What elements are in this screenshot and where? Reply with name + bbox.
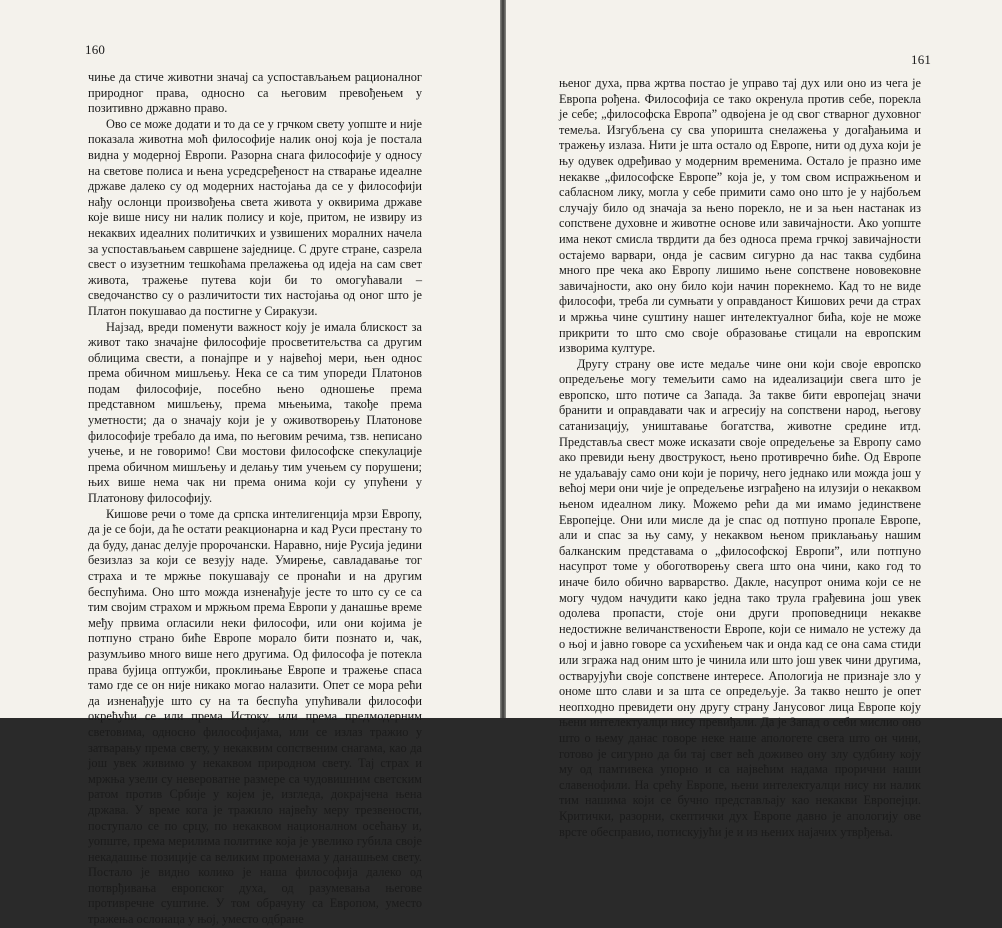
page-body	[559, 76, 921, 840]
paragraph: Ово се може додати и то да се у грчком свету уопште и није показала животна моћ философије налик оној која је постала видна у модерној Европи. Разорна снага философије у односу на светове полиса и њена усредсређеност на стварање идеалне државе далеко су од модерних настојања да се у философији нађу ослонци произвођења света живота у оквирима државе које више нису ни налик полису и које, притом, не извиру из некаквих идеалних политичких и узвишених моралних начела за успостављањем савршене заједнице. С друге стране, сазрела свест о изузетним тешкоћама прелажења од идеја на сам свет живота, тражење путева који би то омогућавали – сведочанство су о различитости тих настојања од оног што је Платон покушавао да постигне у Сиракузи.	[88, 116, 422, 318]
page-body	[88, 70, 422, 928]
paragraph: Кишове речи о томе да српска интелигенција мрзи Европу, да је се боји, да ће остати реакционарна и кад Руси престану то да буду, данас делује пророчански. Наравно, није Русија једини безизлаз за који се везују наде. Умирење, савладавање тог страха и те мржње покушавају се пронаћи и на другим беспућима. Оно што можда изненађује јесте то што су се са тим својим страхом и мржњом према Европи у данашње време међу првима огласили неки философи, или они којима је потпуно страно биће Европе морало бити познато и, чак, разумљиво много више него другима. Од философа је потекла права бујица оптужби, проклињање Европе и тражење спаса тамо где се он није никако могао налазити. Опет се мора рећи да изненађује што су на та беспућа упућивали философи окрећући се или према Истоку, или према предмодерним световима, односно философијама, или се излаз тражио у затварању према свету, у некаквим сопственим снагама, као да још увек живимо у некаквом природном свету. Тај страх и мржња узели су невероватне размере са чудовишним светским ратом против Србије у којем је, изгледа, докрајчена њена држава. У време кога је тражило највећу меру трезвености, поступало се по срцу, по некаквом националном осећању и, уопште, према мерилима политике која је увелико губила своје некадашње позиције са великим променама у данашњем свету. Постало је видно колико је наша философија далеко од потврђивања европског духа, од разумевања његове противречне суштине. У том обрачуну са Европом, уместо тражења ослонаца у њој, уместо одбране	[88, 506, 422, 927]
page-number: 160	[85, 42, 106, 57]
right-page	[506, 0, 1002, 839]
paragraph: Другу страну ове исте медаље чине они који своје европско опредељење могу темељити само на идеализацији свега што је европско, што потиче са Запада. За такве бити европејац значи бранити и оправдавати чак и агресију на сопствени народ, његову сатанизацију, уништавање богатства, животне средине итд. Предстaвља свест може исказати своје опредељење за Европу само ако превиди њену двострукост, њено противречно биће. Од Европе не удаљавају само они који је поричу, него једнако или можда још у већој мери они чије је опредељење изграђено на илузији о некаквом њеном идеалном лику. Можемо рећи да ми имамо јединствене Европејце. Они или мисле да је спас од потпуно пропале Европе, али и спас за њу саму, у некаквом њеном приклањању нашим балканским представама о „философској Европи”, или потпуно насупрот томе у обоготворењу свега што она чини, како год то иначе било обично варварство. Дакле, насупрот онима који се не могу чудом начудити како једна тако трула грађевина још увек одолева пропасти, стоје они други проповедници некакве недостижне величанствености Европе, који се нимало не устежу да о њој и јавно говоре са усхићењем чак и онда кад се она сама стиди или згража над оним што је чинила или што још увек чини другима, остварујући своје сопствене интересе. Апологија не признаје зло у ономе што слави и за шта се опредељује. За такво нешто је опет неопходно превидети ону другу страну Јанусовог лица Европе коју њени интелектуалци нису превиђали. Да је Запад о себи мислио оно што о њему данас говоре неке наше апологете свега што он чини, готово је сигурно да би тај свет већ доживео ону злу судбину коју му од памтивека упорно и са највећим надама прорични наши славенофили. На срећу Европе, њени интелектуалци нису ни налик тим нашима који се бучно представљају као некакви Европејци. Критички, разорни, скептички дух Европе давно је апологију ове врсте обесправио, потискујући је и из њених најачих утврђења.	[559, 356, 921, 839]
paragraph: њеног духа, прва жртва постао је управо тај дух или оно из чега је Европа рођена. Философија се тако окренула против себе, порекла је себе; „философска Европа” одвојена је од свог стварног духовног темеља. Изгубљена су сва упоришта снелажења у догађањима и тражењу излаза. Нити је шта остало од Европе, нити од духа који је њу одувек одређивао у модерним временима. Остало је празно име некакве „философске Европе” која је, у том свом испражњеном и сабласном лику, могла у себе примити само оно што је у најбољем случају било од значаја за њено порекло, не и за њен настанак из сопствене духовне и животне основе или завичајности. Ако уопште има некот смисла тврдити да без односа према грчкој завичајности остајемо варвари, онда је сасвим сигурно да нас таква судбина много пре чека ако Европу лишимо њене сопствене нововековне завичајности, ако ону било који начин порекнемо. Кад то не виде философи, треба ли сумњати у оправданост Кишових речи да страх и мржња чине суштину нашег интелектуалног бића, које не може прикрити то што смо своје образовање стицали на европским изворима културе.	[559, 76, 921, 356]
left-page	[0, 0, 500, 927]
page-number: 161	[911, 52, 932, 67]
paragraph: чиње да стиче животни значај са успостављањем рационалног природног права, односно са његовим превођењем у позитивно државно право.	[88, 70, 422, 116]
paragraph: Најзад, вреди поменути важност коју је имала блискост за живот тако значајне философије просветитељства са другим облицима свести, а понајпре и у највећој мери, њен однос према обичном мишљењу. Нека се са тим упореди Платонов подам философије, посебно њено одношење према представном мишљењу, према мњењима, такође према уметности; да о значају који је у оживотворењу Платонове философије требало да има, по његовим речима, тзв. неписано учење, и не говоримо! Сви мостови философске спекулације према обичном мишљењу и делању тим учењем су порушени; њих више нема чак ни према онима који су упућени у Платонову философију.	[88, 319, 422, 506]
